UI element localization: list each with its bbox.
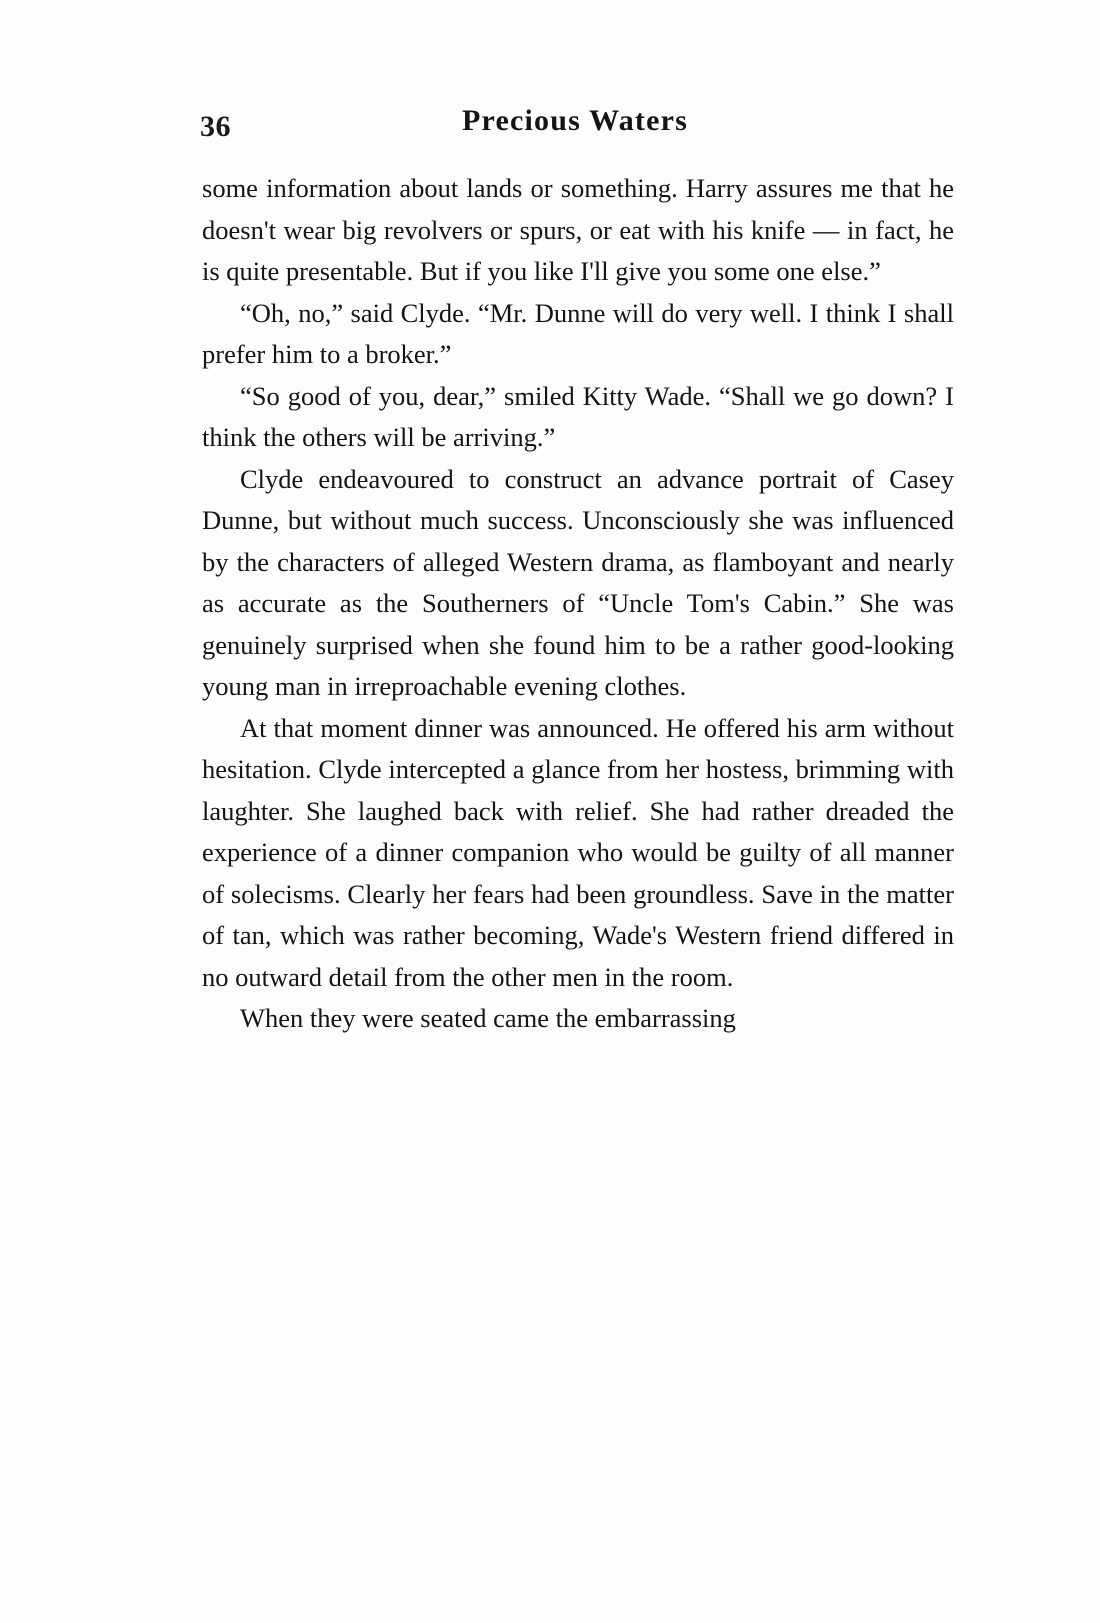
running-title: Precious Waters (461, 104, 689, 137)
paragraph: When they were seated came the embarrassing (240, 1003, 736, 1033)
page-number: 36 (200, 110, 231, 143)
paragraph: “Oh, no,” said Clyde. “Mr. Dunne will do very well. I think I shall prefer him to a broker.” (202, 297, 954, 369)
paragraph: “So good of you, dear,” smiled Kitty Wade. “Shall we go down? I think the others will be arriving.” (202, 380, 954, 452)
paragraph: At that moment dinner was announced. He offered his arm without hesitation. Clyde intercepted a glance from her hostess, brimming with laughter. She laughed back with relief. She had rather dreaded the experience of a dinner companion who would be guilty of all manner of solecisms. Clearly her fears had been groundless. Save in the matter of tan, which was rather becoming, Wade's Western friend differed in no outward detail from the other men in the room. (202, 712, 954, 992)
page-body (202, 168, 954, 1040)
paragraph: some information about lands or something. Harry assures me that he doesn't wear big revolvers or spurs, or eat with his knife — in fact, he is quite presentable. But if you like I'll give you some one else.” (202, 173, 954, 286)
page-header (200, 104, 950, 148)
paragraph: Clyde endeavoured to construct an advance portrait of Casey Dunne, but without much success. Unconsciously she was influenced by the characters of alleged Western drama, as flamboyant and nearly as accurate as the Southerners of “Uncle Tom's Cabin.” She was genuinely surprised when she found him to be a rather good-looking young man in irreproachable evening clothes. (202, 463, 954, 701)
